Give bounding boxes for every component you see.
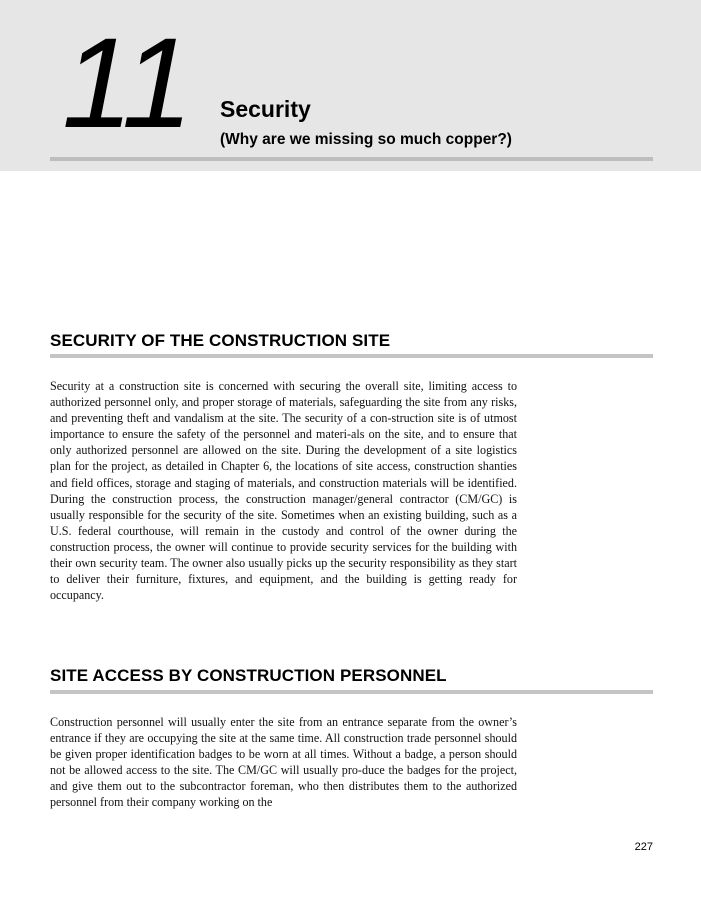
chapter-title: Security <box>220 96 311 122</box>
section-divider <box>50 354 653 358</box>
section-body-security: Security at a construction site is concerned with securing the overall site, limiting access to authorized personnel only, and proper storage of materials, safeguarding the site from any risks, and preventing theft and vandalism at the site. The security of a con-struction site is of utmost importance to ensure the safety of the personnel and materi-als on the site, and to ensure that only authorized personnel are allowed on the site. During the development of a site logistics plan for the project, as detailed in Chapter 6, the locations of site access, construction shanties and field offices, storage and staging of materials, and construction materials will be identified. During the construction process, the construction manager/general contractor (CM/GC) is usually responsible for the security of the site. Sometimes when an existing building, such as a U.S. federal courthouse, will remain in the custody and control of the owner during the construction process, the owner will continue to provide security services for the building with their own security team. The owner also usually picks up the security responsibility as they start to deliver their furniture, fixtures, and equipment, and the building is getting ready for occupancy. <box>50 379 517 603</box>
section-divider <box>50 690 653 694</box>
chapter-divider <box>50 157 653 161</box>
chapter-subtitle: (Why are we missing so much copper?) <box>220 131 512 148</box>
section-heading-security: SECURITY OF THE CONSTRUCTION SITE <box>50 331 391 350</box>
section-body-site-access: Construction personnel will usually enter the site from an entrance separate from the owner’s entrance if they are occupying the site at the same time. All construction trade personnel should be given proper identification badges to be worn at all times. Without a badge, a person should not be allowed access to the site. The CM/GC will usually pro-duce the badges for the project, and give them out to the subcontractor foreman, who then distributes them to the authorized personnel from their company working on the <box>50 715 517 810</box>
section-heading-site-access: SITE ACCESS BY CONSTRUCTION PERSONNEL <box>50 666 447 685</box>
page-number: 227 <box>634 841 653 853</box>
chapter-header <box>0 0 701 171</box>
chapter-number: 11 <box>62 12 191 155</box>
